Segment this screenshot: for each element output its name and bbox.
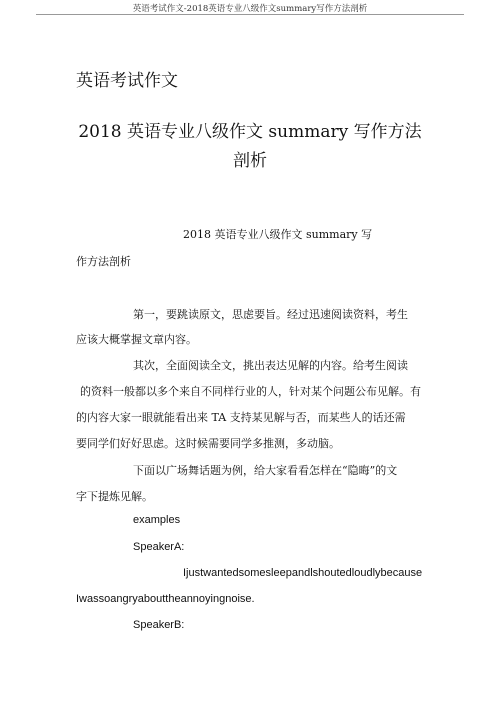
paragraph-line: 应该大概掌握文章内容。 bbox=[76, 333, 197, 346]
document-title-line-1: 2018 英语专业八级作文 summary 写作方法 bbox=[78, 122, 422, 142]
subtitle-line-1: 2018 英语专业八级作文 summary 写 bbox=[183, 228, 373, 241]
paragraph-line: 要同学们好好思虑。这时候需要同学多推测，多动脑。 bbox=[76, 437, 340, 450]
document-title-line-2: 剖析 bbox=[233, 151, 267, 171]
examples-label: examples bbox=[133, 514, 181, 526]
quote-line-1: Ijustwantedsomesleepandlshoutedloudlybecause bbox=[183, 567, 423, 579]
subtitle-line-2: 作方法剖析 bbox=[76, 255, 131, 268]
paragraph-line: 的资料一般都以多个来自不同样行业的人，针对某个问题公布见解。有 bbox=[80, 385, 421, 398]
paragraph-line: 第一，要跳读原文，思虑要旨。经过迅速阅读资料，考生 bbox=[133, 308, 408, 321]
paragraph-line: 其次，全面阅读全文，挑出表达见解的内容。给考生阅读 bbox=[133, 359, 408, 372]
paragraph-line: 的内容大家一眼就能看出来 TA 支持某见解与否，而某些人的话还需 bbox=[76, 411, 406, 424]
document-heading: 英语考试作文 bbox=[76, 71, 178, 91]
header-rule bbox=[36, 14, 464, 15]
quote-line-2: Iwassoangryabouttheannoyingnoise. bbox=[76, 593, 255, 605]
speaker-b-label: SpeakerB: bbox=[133, 619, 185, 631]
paragraph-line: 字下提炼见解。 bbox=[76, 490, 153, 503]
speaker-a-label: SpeakerA: bbox=[133, 541, 185, 553]
paragraph-line: 下面以广场舞话题为例，给大家看看怎样在“隐晦”的文 bbox=[133, 464, 398, 477]
page-header: 英语考试作文-2018英语专业八级作文summary写作方法剖析 bbox=[132, 4, 368, 14]
